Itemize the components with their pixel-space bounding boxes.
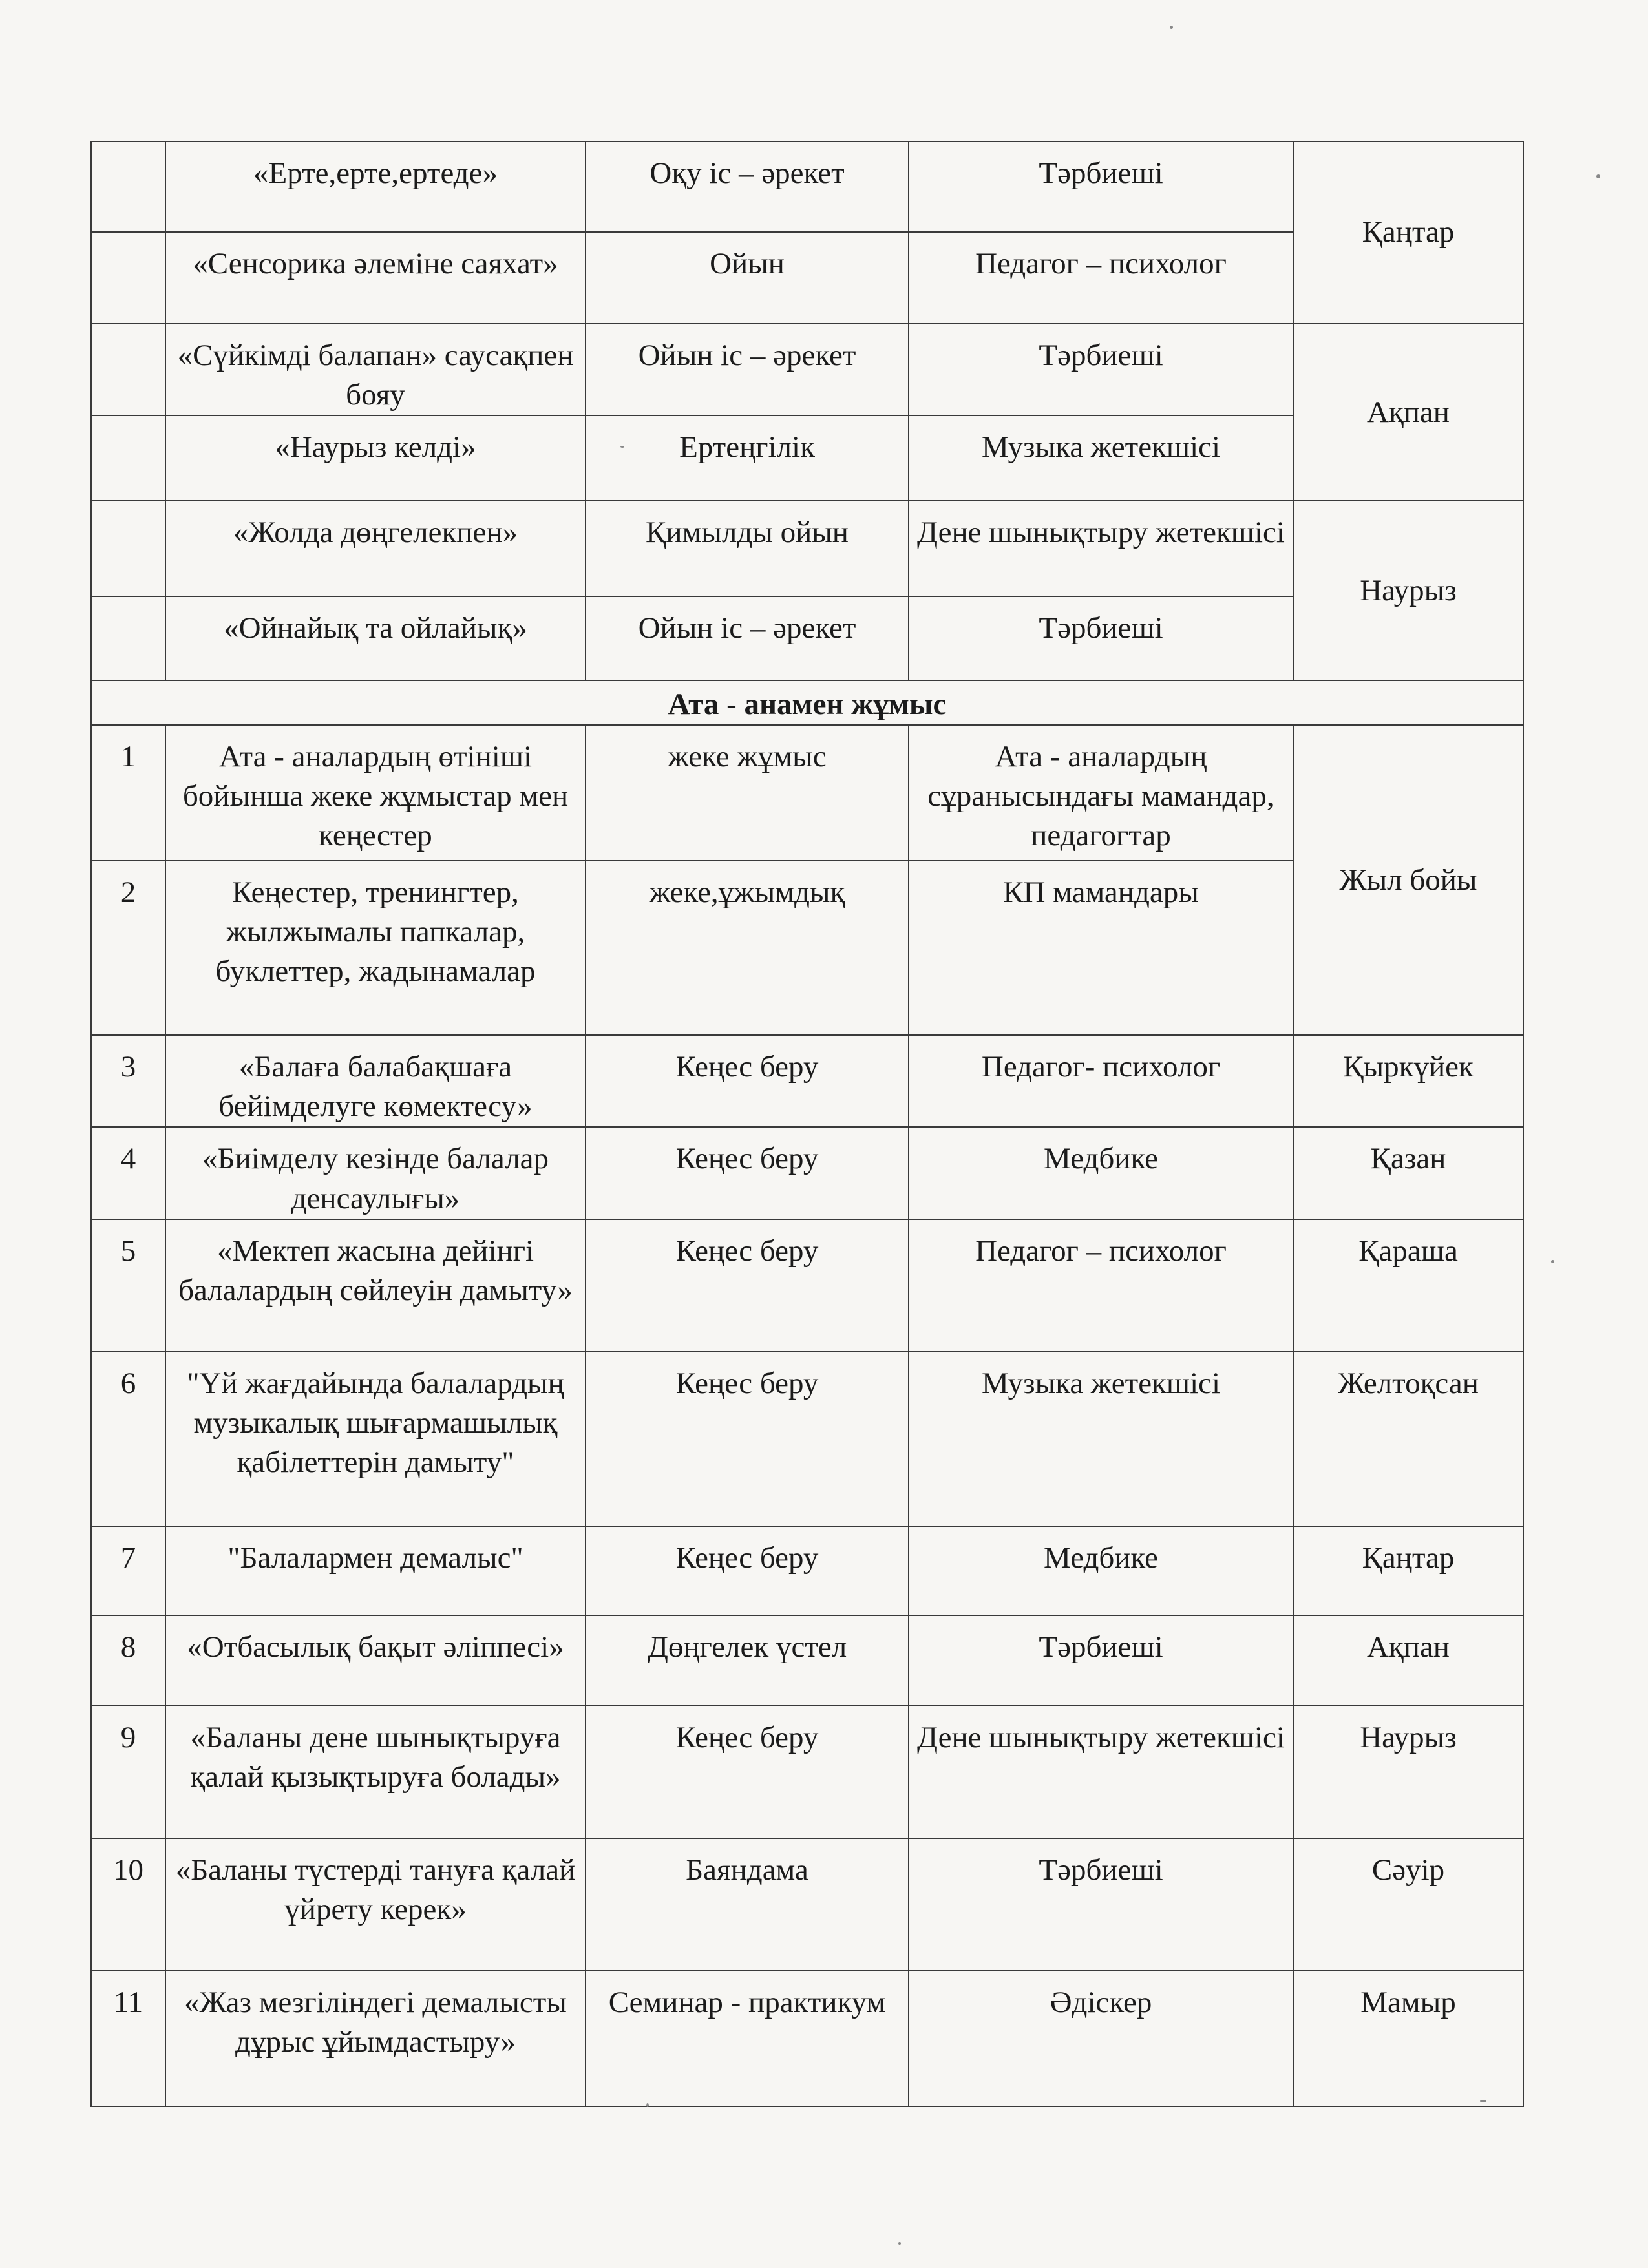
form-cell: Семинар - практикум bbox=[586, 1971, 909, 2106]
number-cell: 11 bbox=[91, 1971, 165, 2106]
number-cell: 4 bbox=[91, 1127, 165, 1219]
form-cell: Кеңес беру bbox=[586, 1127, 909, 1219]
number-cell: 8 bbox=[91, 1615, 165, 1706]
topic-cell: «Отбасылық бақыт әліппесі» bbox=[165, 1615, 586, 1706]
responsible-cell: Тәрбиеші bbox=[909, 324, 1293, 415]
form-cell: Кеңес беру bbox=[586, 1526, 909, 1615]
form-cell: Кеңес беру bbox=[586, 1352, 909, 1526]
form-cell: Ойын bbox=[586, 232, 909, 324]
topic-cell: Кеңестер, тренингтер, жылжымалы папкалар, буклеттер, жадынамалар bbox=[165, 861, 586, 1035]
topic-cell: «Биімделу кезінде балалар денсаулығы» bbox=[165, 1127, 586, 1219]
table-row bbox=[91, 725, 1523, 861]
topic-cell: «Баланы дене шынықтыруға қалай қызықтыруға болады» bbox=[165, 1706, 586, 1838]
number-cell bbox=[91, 324, 165, 415]
form-cell: Кеңес беру bbox=[586, 1035, 909, 1127]
form-cell: Ойын іс – әрекет bbox=[586, 324, 909, 415]
responsible-cell: Дене шынықтыру жетекшісі bbox=[909, 1706, 1293, 1838]
section-row bbox=[91, 680, 1523, 725]
number-cell: 5 bbox=[91, 1219, 165, 1352]
number-cell: 10 bbox=[91, 1838, 165, 1971]
topic-cell: «Жаз мезгіліндегі демалысты дұрыс ұйымдастыру» bbox=[165, 1971, 586, 2106]
scan-speck bbox=[898, 2242, 901, 2245]
number-cell bbox=[91, 232, 165, 324]
topic-cell: Ата - аналардың өтініші бойынша жеке жұмыстар мен кеңестер bbox=[165, 725, 586, 861]
section-title: Ата - анамен жұмыс bbox=[91, 680, 1523, 725]
table-row bbox=[91, 142, 1523, 232]
month-cell: Сәуір bbox=[1293, 1838, 1523, 1971]
number-cell: 6 bbox=[91, 1352, 165, 1526]
topic-cell: «Жолда дөңгелекпен» bbox=[165, 501, 586, 596]
responsible-cell: Медбике bbox=[909, 1526, 1293, 1615]
scan-speck bbox=[1551, 1260, 1554, 1263]
month-cell: Ақпан bbox=[1293, 324, 1523, 501]
responsible-cell: Педагог – психолог bbox=[909, 1219, 1293, 1352]
number-cell bbox=[91, 501, 165, 596]
responsible-cell: Әдіскер bbox=[909, 1971, 1293, 2106]
responsible-cell: Музыка жетекшісі bbox=[909, 1352, 1293, 1526]
form-cell: жеке жұмыс bbox=[586, 725, 909, 861]
scan-speck bbox=[1596, 174, 1600, 178]
topic-cell: "Балалармен демалыс" bbox=[165, 1526, 586, 1615]
table-row bbox=[91, 1352, 1523, 1526]
topic-cell: «Балаға балабақшаға бейімделуге көмектесу» bbox=[165, 1035, 586, 1127]
table-row bbox=[91, 1615, 1523, 1706]
scan-speck bbox=[646, 2103, 649, 2107]
scan-speck bbox=[1480, 2100, 1486, 2102]
topic-cell: «Ерте,ерте,ертеде» bbox=[165, 142, 586, 232]
number-cell: 3 bbox=[91, 1035, 165, 1127]
form-cell: Кеңес беру bbox=[586, 1706, 909, 1838]
number-cell: 1 bbox=[91, 725, 165, 861]
table-row bbox=[91, 1706, 1523, 1838]
month-cell: Наурыз bbox=[1293, 501, 1523, 680]
month-cell: Мамыр bbox=[1293, 1971, 1523, 2106]
topic-cell: «Баланы түстерді тануға қалай үйрету керек» bbox=[165, 1838, 586, 1971]
responsible-cell: Тәрбиеші bbox=[909, 1615, 1293, 1706]
scan-speck bbox=[620, 446, 624, 448]
form-cell: Ойын іс – әрекет bbox=[586, 596, 909, 680]
form-cell: Қимылды ойын bbox=[586, 501, 909, 596]
topic-cell: "Үй жағдайында балалардың музыкалық шығармашылық қабілеттерін дамыту" bbox=[165, 1352, 586, 1526]
responsible-cell: КП мамандары bbox=[909, 861, 1293, 1035]
number-cell bbox=[91, 142, 165, 232]
responsible-cell: Музыка жетекшісі bbox=[909, 415, 1293, 501]
responsible-cell: Ата - аналардың сұранысындағы мамандар, педагогтар bbox=[909, 725, 1293, 861]
month-cell: Қараша bbox=[1293, 1219, 1523, 1352]
responsible-cell: Дене шынықтыру жетекшісі bbox=[909, 501, 1293, 596]
form-cell: Ертеңгілік bbox=[586, 415, 909, 501]
topic-cell: «Ойнайық та ойлайық» bbox=[165, 596, 586, 680]
month-cell: Жыл бойы bbox=[1293, 725, 1523, 1035]
topic-cell: «Сенсорика әлеміне саяхат» bbox=[165, 232, 586, 324]
month-cell: Қазан bbox=[1293, 1127, 1523, 1219]
month-cell: Қаңтар bbox=[1293, 142, 1523, 324]
responsible-cell: Тәрбиеші bbox=[909, 142, 1293, 232]
month-cell: Наурыз bbox=[1293, 1706, 1523, 1838]
number-cell bbox=[91, 415, 165, 501]
month-cell: Қыркүйек bbox=[1293, 1035, 1523, 1127]
plan-table bbox=[90, 141, 1524, 2107]
month-cell: Желтоқсан bbox=[1293, 1352, 1523, 1526]
form-cell: Оқу іс – әрекет bbox=[586, 142, 909, 232]
table-row bbox=[91, 1127, 1523, 1219]
form-cell: Баяндама bbox=[586, 1838, 909, 1971]
form-cell: Дөңгелек үстел bbox=[586, 1615, 909, 1706]
month-cell: Ақпан bbox=[1293, 1615, 1523, 1706]
table-row bbox=[91, 501, 1523, 596]
table-row bbox=[91, 1526, 1523, 1615]
table-row bbox=[91, 1971, 1523, 2106]
number-cell: 2 bbox=[91, 861, 165, 1035]
scan-speck bbox=[1170, 26, 1173, 29]
table-row bbox=[91, 1838, 1523, 1971]
form-cell: Кеңес беру bbox=[586, 1219, 909, 1352]
table-row bbox=[91, 324, 1523, 415]
table-row bbox=[91, 1035, 1523, 1127]
responsible-cell: Тәрбиеші bbox=[909, 1838, 1293, 1971]
number-cell: 9 bbox=[91, 1706, 165, 1838]
topic-cell: «Мектеп жасына дейінгі балалардың сөйлеуін дамыту» bbox=[165, 1219, 586, 1352]
responsible-cell: Тәрбиеші bbox=[909, 596, 1293, 680]
topic-cell: «Сүйкімді балапан» саусақпен бояу bbox=[165, 324, 586, 415]
responsible-cell: Медбике bbox=[909, 1127, 1293, 1219]
month-cell: Қаңтар bbox=[1293, 1526, 1523, 1615]
table-row bbox=[91, 1219, 1523, 1352]
responsible-cell: Педагог – психолог bbox=[909, 232, 1293, 324]
topic-cell: «Наурыз келді» bbox=[165, 415, 586, 501]
responsible-cell: Педагог- психолог bbox=[909, 1035, 1293, 1127]
form-cell: жеке,ұжымдық bbox=[586, 861, 909, 1035]
number-cell bbox=[91, 596, 165, 680]
number-cell: 7 bbox=[91, 1526, 165, 1615]
